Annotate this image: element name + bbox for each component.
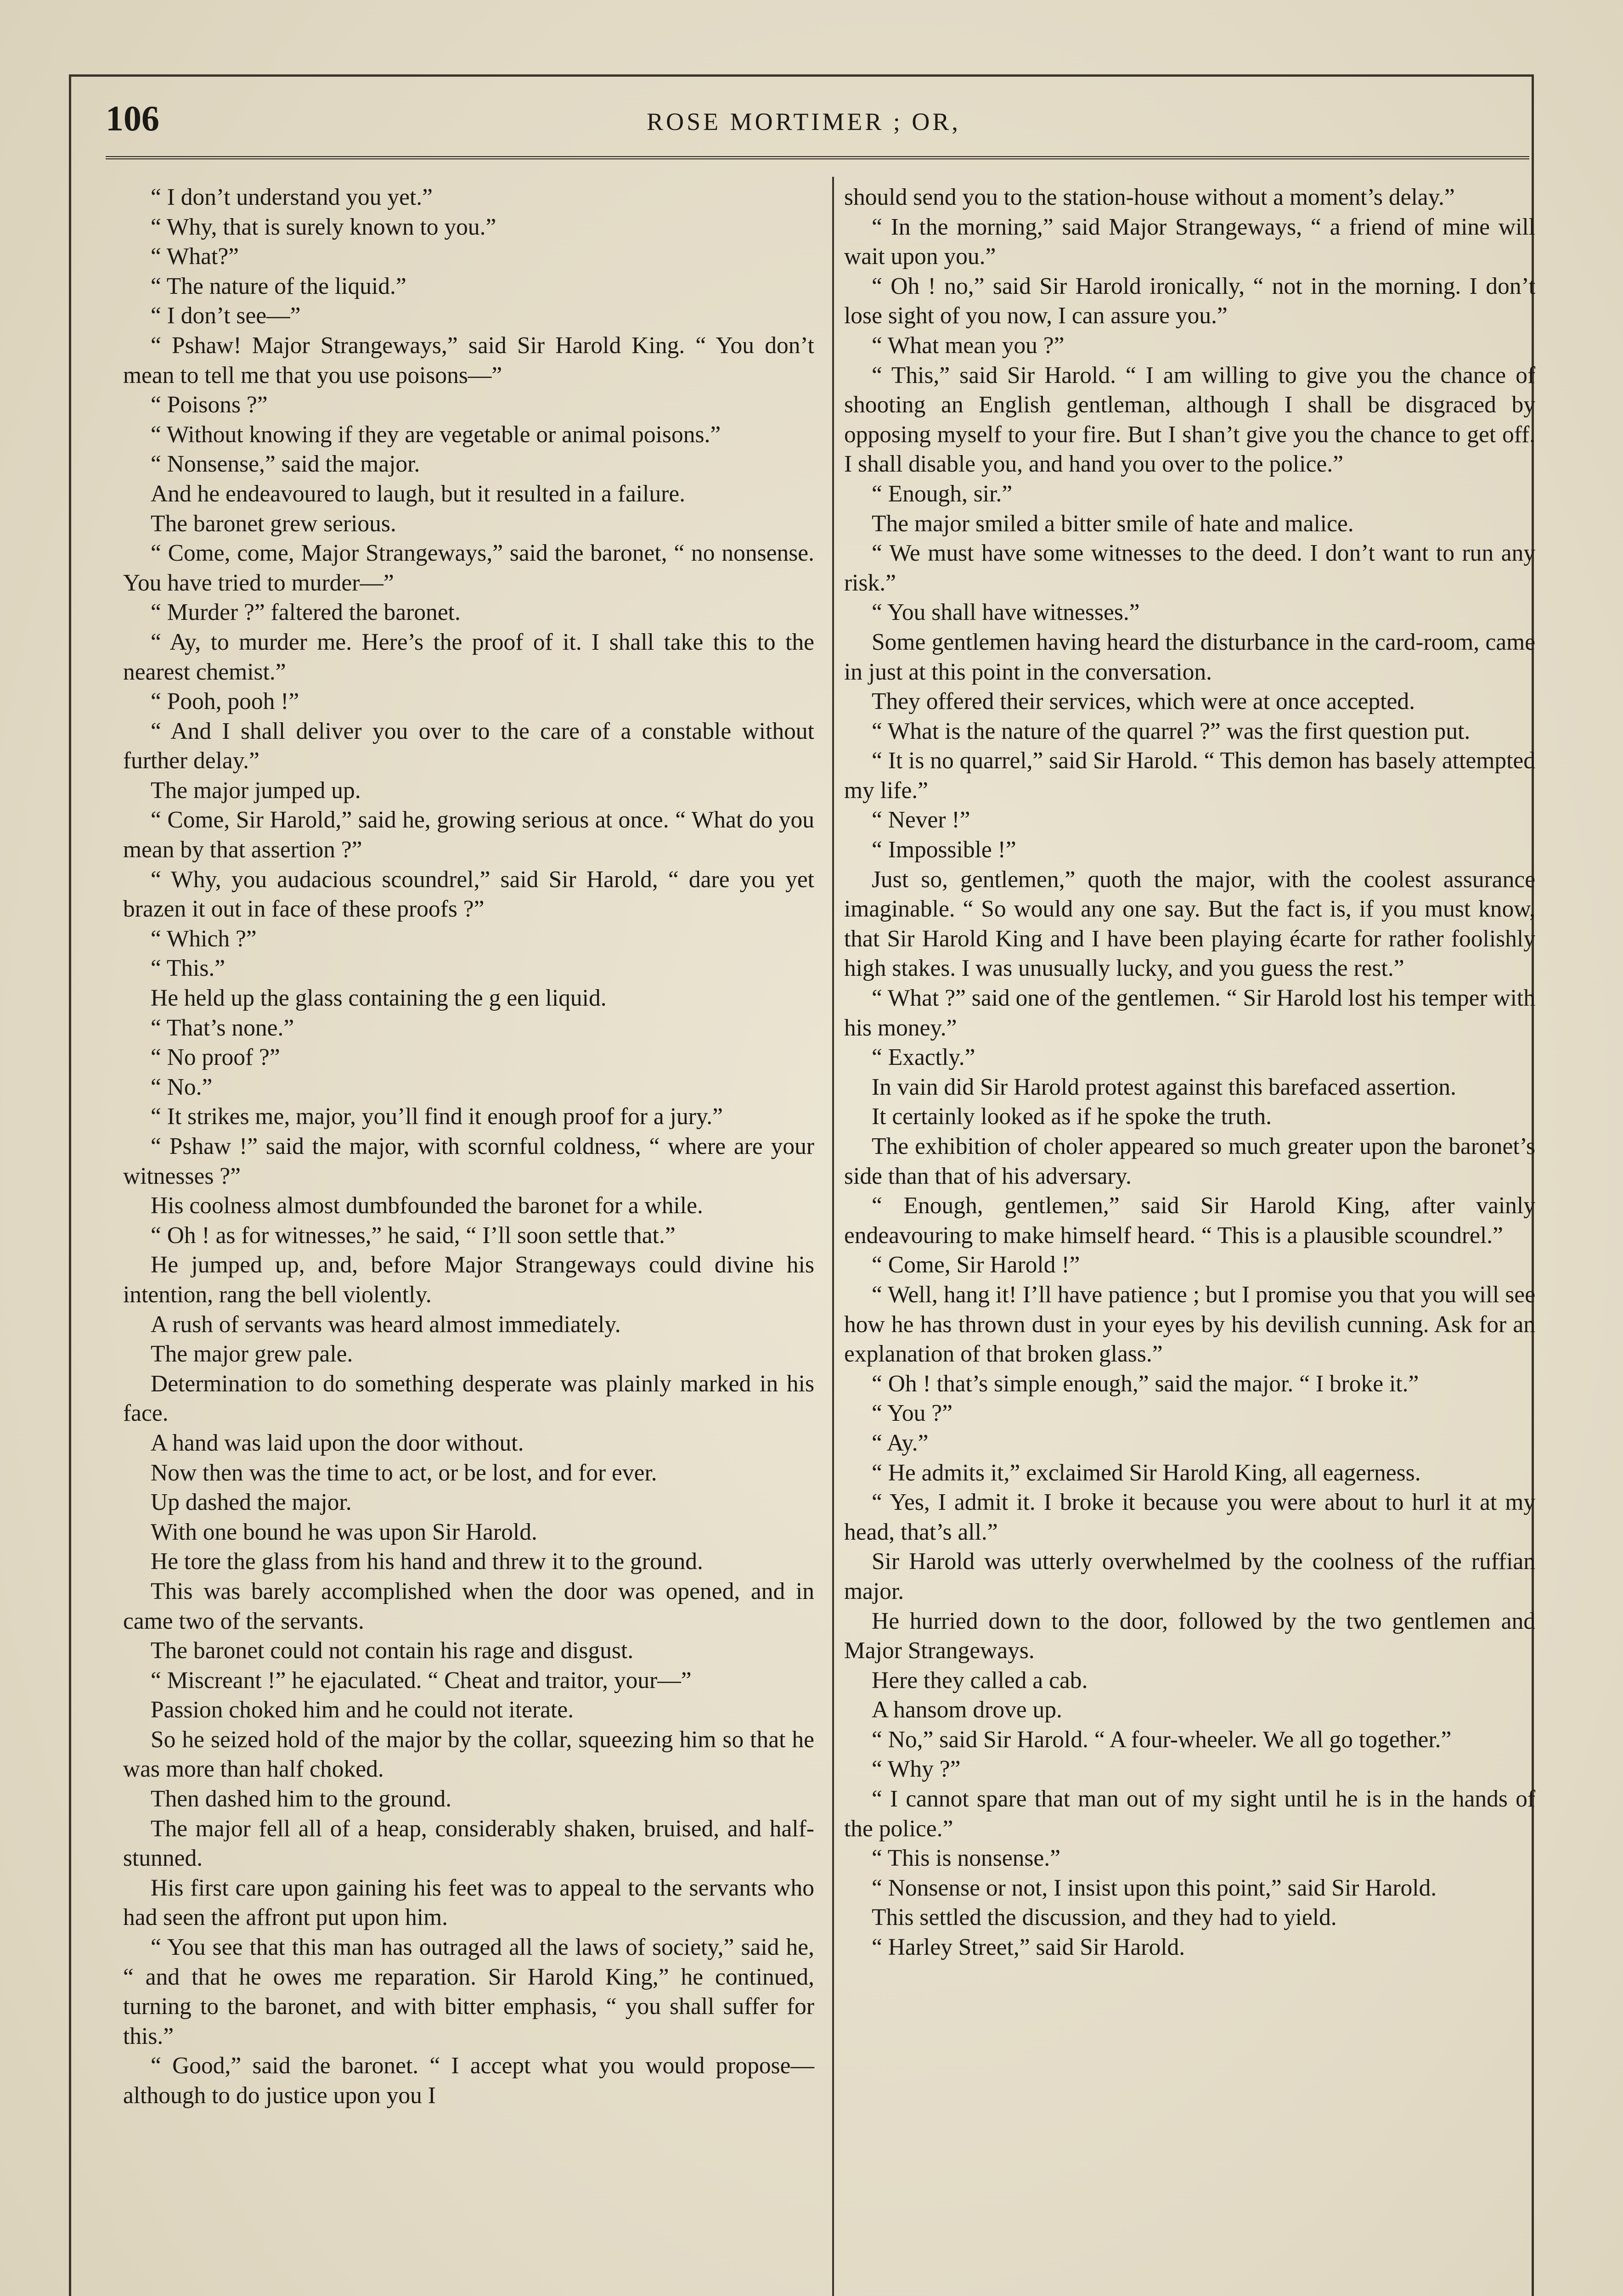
- paragraph: The major smiled a bitter smile of hate and malice.: [872, 510, 1354, 537]
- paragraph: They offered their services, which were at once accepted.: [872, 688, 1415, 715]
- paragraph: “ Come, come, Major Strangeways,” said the baronet, “ no nonsense. You have tried to murder—”: [123, 540, 814, 596]
- paragraph: “ Miscreant !” he ejaculated. “ Cheat and traitor, your—”: [151, 1667, 692, 1694]
- paragraph: “ This,” said Sir Harold. “ I am willing to give you the chance of shooting an English gentleman, although I shall be disgraced by opposing myself to your fire. But I shan’t give you the chance to get off. I shall disable you, and hand you over to the police.”: [844, 362, 1535, 478]
- paragraph: “ You ?”: [872, 1400, 952, 1427]
- paragraph: “ Enough, gentlemen,” said Sir Harold King, after vainly endeavouring to make himself heard. “ This is a plausible scoundrel.”: [844, 1193, 1535, 1249]
- paragraph: He hurried down to the door, followed by the two gentlemen and Major Strangeways.: [844, 1608, 1535, 1664]
- paragraph: “ You shall have witnesses.”: [872, 599, 1140, 626]
- paragraph: So he seized hold of the major by the collar, squeezing him so that he was more than half choked.: [123, 1726, 814, 1783]
- paragraph: “ Pshaw !” said the major, with scornful coldness, “ where are your witnesses ?”: [123, 1133, 814, 1189]
- paragraph: With one bound he was upon Sir Harold.: [151, 1519, 537, 1545]
- paragraph: “ It strikes me, major, you’ll find it enough proof for a jury.”: [151, 1103, 723, 1130]
- paragraph: “ Why ?”: [872, 1756, 961, 1783]
- paragraph: “ In the morning,” said Major Strangeways, “ a friend of mine will wait upon you.”: [844, 214, 1535, 270]
- paragraph: “ Harley Street,” said Sir Harold.: [872, 1934, 1185, 1961]
- paragraph: “ No,” said Sir Harold. “ A four-wheeler. We all go together.”: [872, 1726, 1452, 1753]
- paragraph: “ I cannot spare that man out of my sight until he is in the hands of the police.”: [844, 1786, 1535, 1842]
- paragraph: “ No.”: [151, 1074, 213, 1100]
- paragraph: “ Come, Sir Harold !”: [872, 1252, 1080, 1278]
- paragraph: “ Oh ! that’s simple enough,” said the major. “ I broke it.”: [872, 1370, 1419, 1397]
- paragraph: In vain did Sir Harold protest against this barefaced assertion.: [872, 1074, 1456, 1100]
- paragraph: A hand was laid upon the door without.: [151, 1429, 524, 1456]
- paragraph: “ Nonsense or not, I insist upon this point,” said Sir Harold.: [872, 1874, 1437, 1901]
- paragraph: He jumped up, and, before Major Strangeways could divine his intention, rang the bell violently.: [123, 1252, 814, 1308]
- paragraph: This was barely accomplished when the door was opened, and in came two of the servants.: [123, 1578, 814, 1634]
- paragraph: “ Yes, I admit it. I broke it because you were about to hurl it at my head, that’s all.”: [844, 1489, 1535, 1545]
- running-title: ROSE MORTIMER ; OR,: [647, 108, 961, 135]
- paragraph: The major fell all of a heap, considerably shaken, bruised, and half-stunned.: [123, 1815, 814, 1872]
- paragraph: “ He admits it,” exclaimed Sir Harold King, all eagerness.: [872, 1459, 1421, 1486]
- paragraph: “ Ay, to murder me. Here’s the proof of it. I shall take this to the nearest chemist.”: [123, 629, 814, 685]
- paragraph: It certainly looked as if he spoke the truth.: [872, 1103, 1272, 1130]
- paragraph: “ What mean you ?”: [872, 332, 1065, 359]
- paragraph: He tore the glass from his hand and threw it to the ground.: [151, 1548, 703, 1575]
- paragraph: Here they called a cab.: [872, 1667, 1088, 1694]
- paragraph: The exhibition of choler appeared so much greater upon the baronet’s side than that of his adversary.: [844, 1133, 1535, 1189]
- paragraph: “ The nature of the liquid.”: [151, 273, 406, 299]
- paragraph: Sir Harold was utterly overwhelmed by the coolness of the ruffian major.: [844, 1548, 1535, 1604]
- paragraph: “ You see that this man has outraged all the laws of society,” said he, “ and that he owes me reparation. Sir Harold King,” he continued, turning to the baronet, and with bitter emphasis, “ you shall suffer for this.”: [123, 1934, 814, 2049]
- header-rule: [106, 156, 1529, 159]
- column-divider: [832, 177, 834, 2296]
- paragraph: “ Why, you audacious scoundrel,” said Sir Harold, “ dare you yet brazen it out in face of these proofs ?”: [123, 866, 814, 923]
- paragraph: “ What?”: [151, 243, 239, 270]
- paragraph: “ Ay.”: [872, 1429, 929, 1456]
- paragraph: His first care upon gaining his feet was to appeal to the servants who had seen the affront put upon him.: [123, 1874, 814, 1931]
- paragraph: “ What ?” said one of the gentlemen. “ Sir Harold lost his temper with his money.”: [844, 985, 1535, 1041]
- paragraph: “ Exactly.”: [872, 1044, 975, 1071]
- paragraph: His coolness almost dumbfounded the baronet for a while.: [151, 1193, 703, 1219]
- paragraph: He held up the glass containing the g een liquid.: [151, 985, 607, 1012]
- page-header: [106, 96, 1502, 151]
- page-border-top: [69, 74, 1534, 77]
- paragraph: “ Never !”: [872, 807, 970, 833]
- paragraph: And he endeavoured to laugh, but it resulted in a failure.: [151, 480, 686, 507]
- paragraph: The baronet could not contain his rage and disgust.: [151, 1638, 634, 1664]
- paragraph: Now then was the time to act, or be lost, and for ever.: [151, 1459, 657, 1486]
- paragraph: “ Why, that is surely known to you.”: [151, 214, 496, 240]
- paragraph: “ Poisons ?”: [151, 392, 268, 418]
- paragraph: “ Come, Sir Harold,” said he, growing serious at once. “ What do you mean by that assertion ?”: [123, 807, 814, 863]
- paragraph: “ Well, hang it! I’ll have patience ; but I promise you that you will see how he has thrown dust in your eyes by his devilish cunning. Ask for an explanation of that broken glass.”: [844, 1281, 1535, 1367]
- paragraph: should send you to the station-house without a moment’s delay.”: [844, 184, 1455, 210]
- paragraph: This settled the discussion, and they had to yield.: [872, 1904, 1337, 1931]
- paragraph: “ Enough, sir.”: [872, 480, 1013, 507]
- paragraph: “ Good,” said the baronet. “ I accept what you would propose—although to do justice upon you I: [123, 2053, 814, 2109]
- paragraph: “ I don’t understand you yet.”: [151, 184, 433, 210]
- paragraph: “ What is the nature of the quarrel ?” was the first question put.: [872, 718, 1471, 744]
- paragraph: A rush of servants was heard almost immediately.: [151, 1311, 621, 1338]
- paragraph: “ This.”: [151, 955, 225, 982]
- paragraph: “ That’s none.”: [151, 1014, 294, 1041]
- paragraph: “ Oh ! no,” said Sir Harold ironically, “ not in the morning. I don’t lose sight of you now, I can assure you.”: [844, 273, 1535, 329]
- paragraph: Determination to do something desperate was plainly marked in his face.: [123, 1370, 814, 1427]
- paragraph: “ Oh ! as for witnesses,” he said, “ I’ll soon settle that.”: [151, 1222, 676, 1249]
- paragraph: The major grew pale.: [151, 1341, 353, 1367]
- page-border-left: [69, 74, 71, 2296]
- paragraph: “ Murder ?” faltered the baronet.: [151, 599, 461, 626]
- paragraph: A hansom drove up.: [872, 1697, 1062, 1723]
- paragraph: “ Pooh, pooh !”: [151, 688, 299, 715]
- paragraph: “ This is nonsense.”: [872, 1845, 1060, 1872]
- paragraph: Up dashed the major.: [151, 1489, 352, 1516]
- paragraph: The major jumped up.: [151, 777, 361, 804]
- paragraph: “ No proof ?”: [151, 1044, 280, 1071]
- paragraph: “ We must have some witnesses to the deed. I don’t want to run any risk.”: [844, 540, 1535, 596]
- page-number: 106: [106, 98, 159, 138]
- right-text-column: [844, 183, 1535, 1963]
- paragraph: “ Which ?”: [151, 925, 257, 952]
- paragraph: “ It is no quarrel,” said Sir Harold. “ This demon has basely attempted my life.”: [844, 748, 1535, 804]
- paragraph: “ Without knowing if they are vegetable or animal poisons.”: [151, 421, 721, 448]
- paragraph: “ And I shall deliver you over to the care of a constable without further delay.”: [123, 718, 814, 774]
- left-text-column: [123, 183, 814, 2111]
- paragraph: Just so, gentlemen,” quoth the major, with the coolest assurance imaginable. “ So would any one say. But the fact is, if you must know, that Sir Harold King and I have been playing écarte for rather foolishly high stakes. I was unusually lucky, and you guess the rest.”: [844, 866, 1535, 982]
- paragraph: The baronet grew serious.: [151, 510, 396, 537]
- paragraph: “ I don’t see—”: [151, 303, 301, 329]
- paragraph: Passion choked him and he could not iterate.: [151, 1697, 574, 1723]
- paragraph: “ Impossible !”: [872, 837, 1016, 863]
- paragraph: “ Nonsense,” said the major.: [151, 451, 420, 478]
- paragraph: Some gentlemen having heard the disturbance in the card-room, came in just at this point in the conversation.: [844, 629, 1535, 685]
- paragraph: “ Pshaw! Major Strangeways,” said Sir Harold King. “ You don’t mean to tell me that you use poisons—”: [123, 332, 814, 388]
- paragraph: Then dashed him to the ground.: [151, 1786, 452, 1812]
